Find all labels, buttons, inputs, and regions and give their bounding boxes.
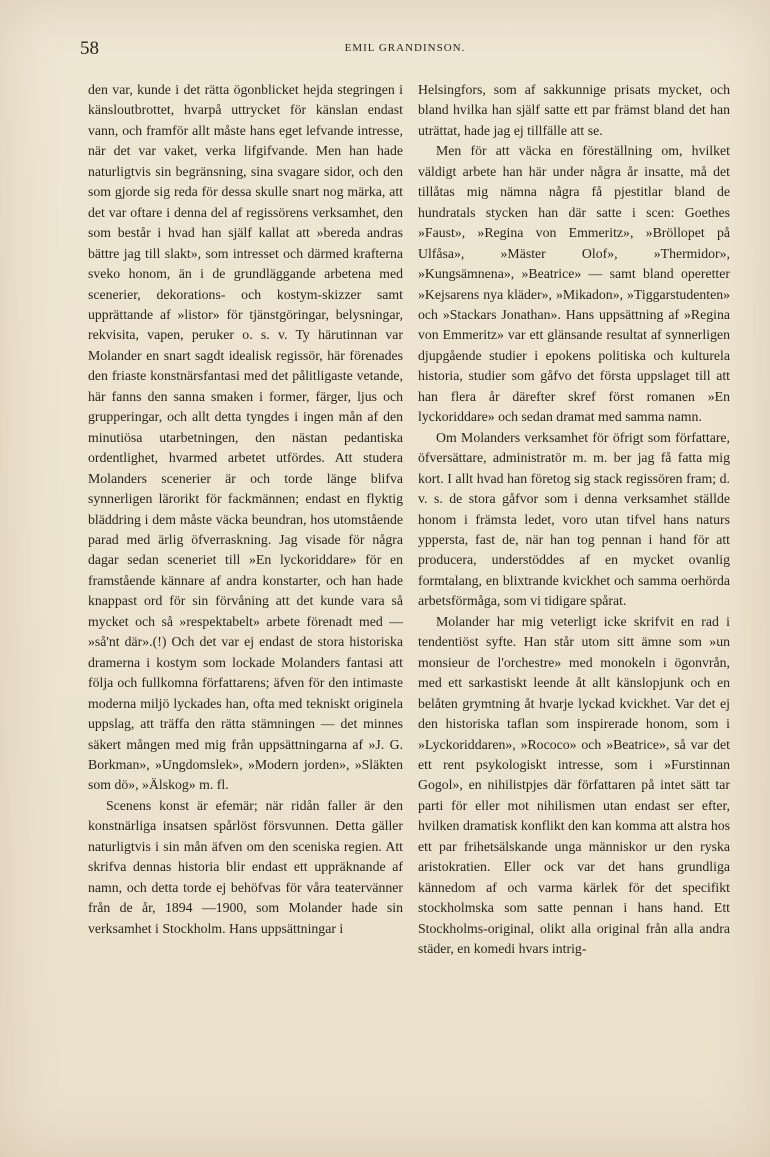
paragraph: Scenens konst är efemär; när ridån faller är den konstnärliga insatsen spårlöst försvunnen. Detta gäller naturligtvis i sin mån äfven om den sceniska regien. Att skrifva dennas historia blir endast ett uppräknande af namn, och detta torde ej behöfvas för våra teatervänner från de år, 1894 —1900, som Molander hade sin verksamhet i Stockholm. Hans uppsättningar i [88,797,403,936]
paragraph: Helsingfors, som af sakkunnige prisats mycket, och bland hvilka han själf satte ett par främst bland det han uträttat, hade jag ej tillfälle att se. [418,82,730,138]
running-head: EMIL GRANDINSON. [344,42,466,54]
page-header [80,38,730,64]
paragraph: den var, kunde i det rätta ögonblicket hejda stegringen i känsloutbrottet, hvarpå uttrycket för känslan endast vann, och framför allt måste hans eget lefvande intresse, när det var vaket, verka lifgifvande. Men han hade naturligtvis sin begränsning, sina svagare sidor, och den som gjorde sig reda för dessa skulle snart nog märka, att det var oftare i denna del af regissörens verksamhet, den som består i hvad han själf kallat att »bereda andras bättre jag till slakt», som intresset och därmed krafterna sveko honom, än i de grundläggande arbetena med scenerier, dekorations- och kostym-skizzer samt upprättande af »listor» för tjänstgöringar, belysningar, rekvisita, vapen, peruker o. s. v. Ty härutinnan var Molander en snart sagdt idealisk regissör, här förenades den friaste konstnärsfantasi med det pålitligaste vetande, här fanns den sanna smaken i former, färger, ljus och grupperingar, och allt detta tyngdes i ingen mån af den minutiösa utarbetningen, den nästan pedantiska ordentlighet, hvarmed arbetet utfördes. Att studera Molanders scenerier är och torde länge blifva synnerligen lärorikt för fackmännen; endast en flyktig bläddring i dem måste väcka beundran, hos utomstående parad med ärlig öfverraskning. Jag visade för några dagar sedan sceneriet till »En lyckoriddare» för en framstående kännare af andra konstarter, och han hade knappast ord för sin förvåning att det kunde vara så mycket och så »respektabelt» arbete förenadt med — »så'nt där».(!) Och det var ej endast de stora historiska dramerna i kostym som lockade Molanders fantasi att följa och fullkomna författarens; äfven för den intimaste moderna miljö lyckades han, ofta med tekniskt originela uppslag, att träffa den rätta stämningen — det minnes säkert mången med mig från uppsättningarna af »J. G. Borkman», »Ungdomslek», »Modern jorden», »Släkten som dö», »Älskog» m. fl. [88,82,403,793]
paragraph: Om Molanders verksamhet för öfrigt som författare, öfversättare, administratör m. m. ber jag få fatta mig kort. I allt hvad han företog sig stack regissören fram; d. v. s. de stora gåfvor som i denna verksamhet ställde honom i främsta ledet, voro utan tifvel hans naturs yppersta, fast de, när han tog pennan i hand för att producera, understöddes af en mycket ovanlig formtalang, en blixtrande kvickhet och samma oerhörda arbetsförmåga, som vi tidigare spårat. [418,429,730,609]
right-column [418,80,730,959]
paragraph: Molander har mig veterligt icke skrifvit en rad i tendentiöst syfte. Han står utom sitt ämne som »un monsieur de l'orchestre» med monokeln i ögonvrån, med ett sarkastiskt leende åt allt känslopjunk och en belåten grymtning åt hvarje lyckad kvickhet. Var det ej den historiska taflan som inspirerade honom, som i »Lyckoriddaren», »Rococo» och »Beatrice», så var det ett rent psykologiskt intresse, som i »Furstinnan Gogol», en nihilistpjes där författaren på intet sätt tar parti för eller mot nihilismen utan endast ser efter, hvilken dramatisk konflikt den kan komma att alstra hos ett par frihetsälskande unga människor ur den ryska aristokratien. Eller ock var det hans grundliga kännedom af och varma kärlek för det specifikt stockholmska som satte pennan i hans hand. Ett Stockholms-original, olikt alla original från alla andra städer, en komedi hvars intrig- [418,613,730,957]
left-column [88,80,403,939]
paragraph: Men för att väcka en föreställning om, hvilket väldigt arbete han här under några år insatte, må det tillåtas mig nämna några få pjestitlar bland de hundratals stycken han där satte i scen: Goethes »Faust», »Regina von Emmeritz», »Bröllopet på Ulfåsa», »Mäster Olof», »Thermidor», »Kungsämnena», »Beatrice» — samt bland operetter »Kejsarens nya kläder», »Mikadon», »Tiggarstudenten» och »Stackars Jonathan». Hans uppsättning af »Regina von Emmeritz» var ett glänsande resultat af synnerligen djupgående studier i epokens politiska och kulturela historia, studier som gåfvo det första uppslaget till att han flera år därefter skref först romanen »En lyckoriddare» och sedan dramat med samma namn. [418,143,730,425]
page-number: 58 [80,38,99,59]
